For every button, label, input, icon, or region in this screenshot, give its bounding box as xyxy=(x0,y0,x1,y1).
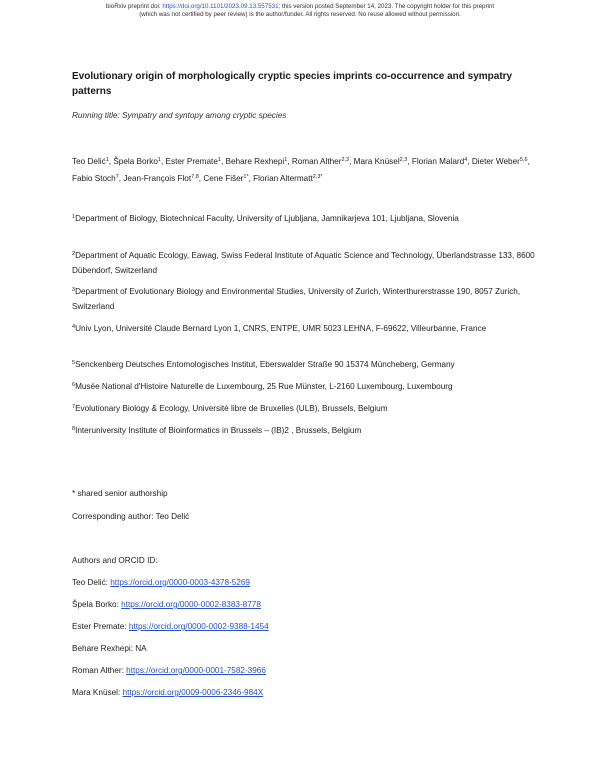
affiliation: $^6$Musée National d'Histoire Naturelle de Luxembourg, 25 Rue Münster, L-2160 Luxembourg, Luxembourg xyxy=(72,382,453,391)
affiliation: $^7$Evolutionary Biology & Ecology, Université libre de Bruxelles (ULB), Brussels, Belgium xyxy=(72,404,388,413)
orcid-link[interactable]: https://orcid.org/0000-0001-7582-3966 xyxy=(126,666,266,675)
author: Florian Altermatt$^{2,3*}$ xyxy=(253,173,323,183)
author: Teo Delić$^1$, xyxy=(72,157,114,166)
author: Fabio Stoch$^7$, xyxy=(72,173,124,183)
running-title: Running title: Sympatry and syntopy among cryptic species xyxy=(72,111,287,120)
paper-title: Evolutionary origin of morphologically cryptic species imprints co-occurrence and sympatry patterns xyxy=(72,71,513,97)
header-line-1 xyxy=(0,3,600,11)
orcid-row: Mara Knüsel: https://orcid.org/0009-0006-2346-984X xyxy=(72,688,264,697)
author: Florian Malard$^4$, xyxy=(411,157,472,166)
orcid-link[interactable]: https://orcid.org/0000-0003-4378-5269 xyxy=(110,578,250,587)
shared-authorship-note: * shared senior authorship xyxy=(72,489,168,498)
orcid-link[interactable]: https://orcid.org/0009-0006-2346-984X xyxy=(122,688,264,697)
corresponding-author: Corresponding author: Teo Delić xyxy=(72,512,190,521)
header-suffix: ; this version posted September 14, 2023. The copyright holder for this preprint xyxy=(278,3,495,10)
affiliation: $^8$Interuniversity Institute of Bioinformatics in Brussels – (IB)2 , Brussels, Belgium xyxy=(72,426,362,435)
orcid-value: NA xyxy=(135,644,147,653)
header-line-2: (which was not certified by peer review) is the author/funder. All rights reserved. No reuse allowed without permission. xyxy=(139,11,461,18)
affiliation: $^5$Senckenberg Deutsches Entomologisches Institut, Eberswalder Straße 90 15374 Müncheberg, Germany xyxy=(72,360,455,369)
orcid-row: Behare Rexhepi: NA xyxy=(72,644,147,653)
header-prefix: bioRxiv preprint doi: xyxy=(105,3,163,10)
author: Ester Premate$^1$, xyxy=(165,157,226,166)
affiliation: $^3$Department of Evolutionary Biology and Environmental Studies, University of Zurich, Winterthurerstrasse 190, 8057 Zurich, Switzerland xyxy=(72,287,521,311)
affiliation: $^2$Department of Aquatic Ecology, Eawag, Swiss Federal Institute of Aquatic Science and Technology, Überlandstrasse 133, 8600 Dübendorf, Switzerland xyxy=(72,251,535,275)
author: Cene Fišer$^{1*}$, xyxy=(203,173,254,183)
orcid-row: Teo Delić: https://orcid.org/0000-0003-4378-5269 xyxy=(72,578,250,587)
author: Špela Borko$^1$, xyxy=(113,157,166,166)
orcid-row: Špela Borko: https://orcid.org/0000-0002-8383-8778 xyxy=(72,600,261,609)
affiliation: $^1$Department of Biology, Biotechnical Faculty, University of Ljubljana, Jamnikarjeva 101, Ljubljana, Slovenia xyxy=(72,214,459,223)
affiliation: $^4$Univ Lyon, Université Claude Bernard Lyon 1, CNRS, ENTPE, UMR 5023 LEHNA, F-69622, Villeurbanne, France xyxy=(72,324,487,333)
preprint-header xyxy=(0,3,600,19)
doi-link[interactable]: https://doi.org/10.1101/2023.09.13.557531 xyxy=(162,3,279,10)
author: Mara Knüsel$^{2,3}$, xyxy=(353,157,412,166)
orcid-link[interactable]: https://orcid.org/0000-0002-8383-8778 xyxy=(121,600,261,609)
author: Behare Rexhepi$^1$, xyxy=(225,157,292,166)
orcid-heading: Authors and ORCID ID: xyxy=(72,556,158,565)
orcid-link[interactable]: https://orcid.org/0000-0002-9388-1454 xyxy=(128,622,269,631)
orcid-row: Roman Alther: https://orcid.org/0000-0001-7582-3966 xyxy=(72,666,266,675)
author: Roman Alther$^{2,3}$, xyxy=(291,157,354,166)
orcid-row: Ester Premate: https://orcid.org/0000-0002-9388-1454 xyxy=(72,622,269,631)
author: Dieter Weber$^{5,6}$, xyxy=(471,157,530,166)
author-list xyxy=(72,153,532,186)
author: Jean-François Flot$^{7,8}$, xyxy=(123,173,204,183)
